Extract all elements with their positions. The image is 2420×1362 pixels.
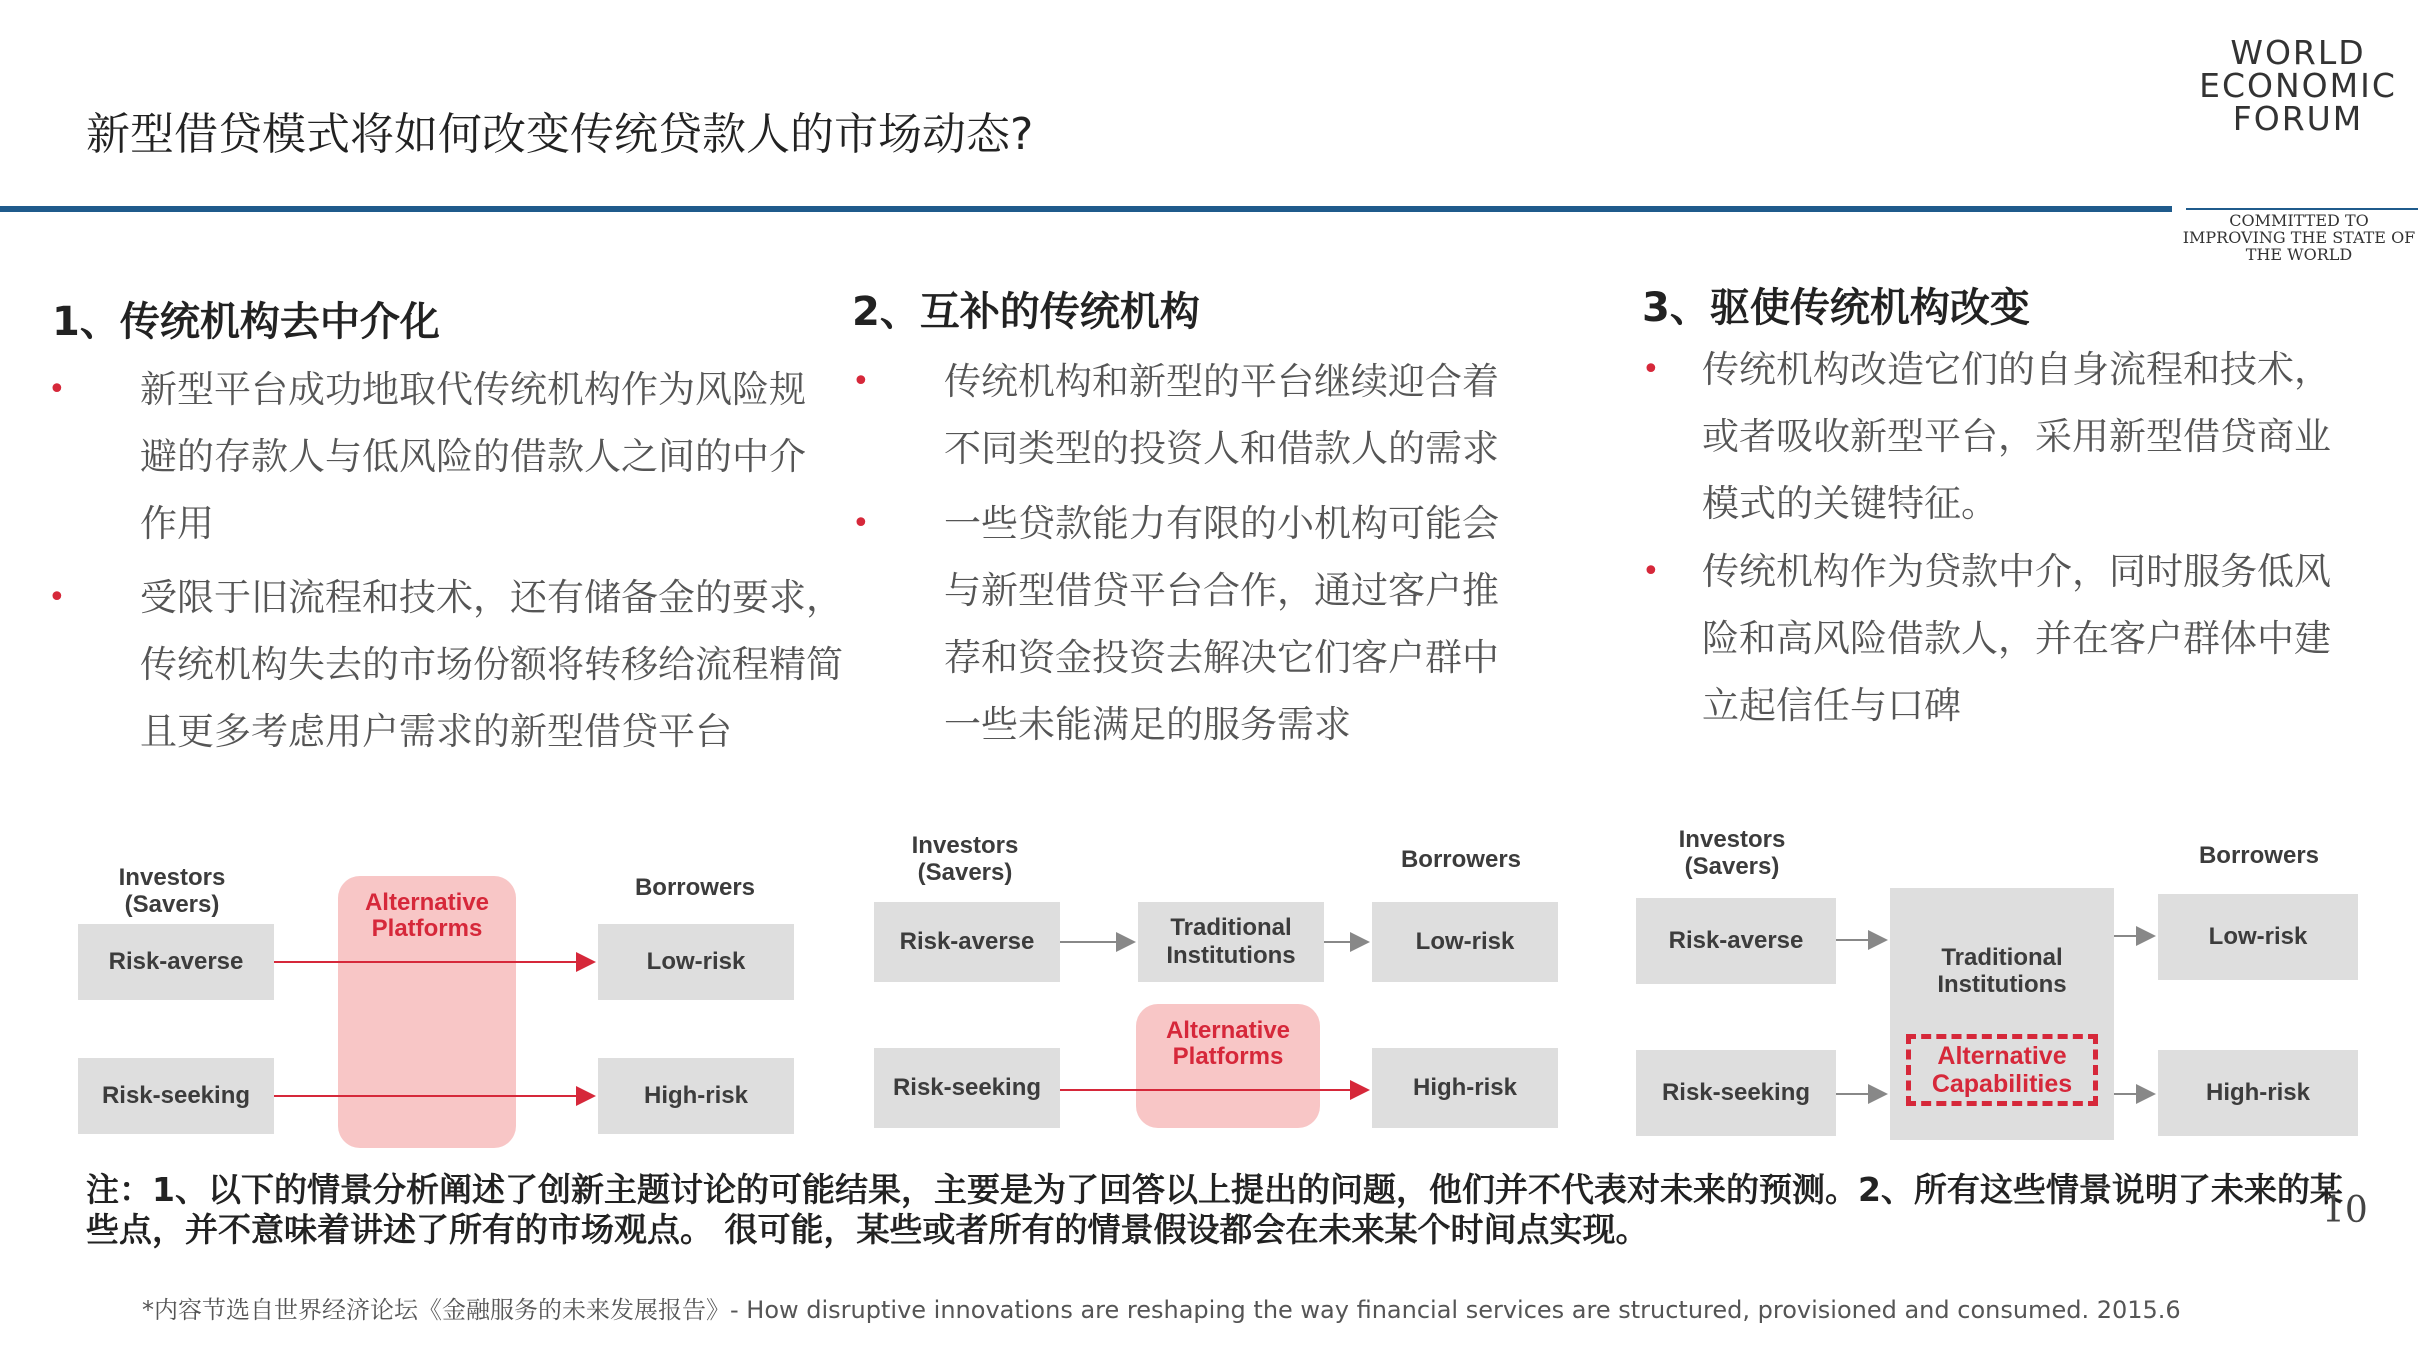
diagram2-risk-seeking: Risk-seeking xyxy=(874,1048,1060,1128)
diagram3-risk-seeking: Risk-seeking xyxy=(1636,1050,1836,1136)
logo-tagline: COMMITTED TO IMPROVING THE STATE OF THE WORLD xyxy=(2182,211,2416,264)
diagram2-traditional: Traditional Institutions xyxy=(1138,902,1324,982)
bullet-dot: • xyxy=(48,580,66,615)
diagram3-low-risk: Low-risk xyxy=(2158,894,2358,980)
diagram2-risk-averse: Risk-averse xyxy=(874,902,1060,982)
diagram3-investors-label: Investors (Savers) xyxy=(1678,826,1786,880)
diagram2-alt-platforms: Alternative Platforms xyxy=(1136,1004,1320,1128)
diagram3-alt-capabilities: Alternative Capabilities xyxy=(1906,1034,2098,1106)
diagram3-high-risk: High-risk xyxy=(2158,1050,2358,1136)
diagram1-high-risk: High-risk xyxy=(598,1058,794,1134)
page-title: 新型借贷模式将如何改变传统贷款人的市场动态? xyxy=(86,109,1034,160)
bullet-dot: • xyxy=(852,364,870,399)
logo-line1: WORLD xyxy=(2230,33,2366,72)
bullet-dot: • xyxy=(48,372,66,407)
diagram3-traditional: Traditional Institutions xyxy=(1937,944,2067,998)
page-number: 10 xyxy=(2322,1190,2368,1231)
diagram3-risk-averse: Risk-averse xyxy=(1636,898,1836,984)
column2-heading: 2、互补的传统机构 xyxy=(852,289,1200,335)
diagram1-low-risk: Low-risk xyxy=(598,924,794,1000)
column3-bullet1: 传统机构改造它们的自身流程和技术，或者吸收新型平台，采用新型借贷商业模式的关键特征。 xyxy=(1702,348,2331,525)
diagram2-low-risk: Low-risk xyxy=(1372,902,1558,982)
bullet-dot: • xyxy=(1642,352,1660,387)
diagram1-borrowers-label: Borrowers xyxy=(634,874,756,901)
column1-bullet1: 新型平台成功地取代传统机构作为风险规避的存款人与低风险的借款人之间的中介作用 xyxy=(140,368,806,545)
column1-heading: 1、传统机构去中介化 xyxy=(52,299,440,345)
diagram3-borrowers-label: Borrowers xyxy=(2198,842,2320,869)
column2-bullet1: 传统机构和新型的平台继续迎合着不同类型的投资人和借款人的需求 xyxy=(944,360,1499,470)
column3-bullet2: 传统机构作为贷款中介，同时服务低风险和高风险借款人，并在客户群体中建立起信任与口碑 xyxy=(1702,550,2331,727)
bullet-dot: • xyxy=(1642,554,1660,589)
diagram2-borrowers-label: Borrowers xyxy=(1400,846,1522,873)
bullet-dot: • xyxy=(852,506,870,541)
logo-line3: FORUM xyxy=(2232,99,2364,138)
column2-bullet2: 一些贷款能力有限的小机构可能会与新型借贷平台合作，通过客户推荐和资金投资去解决它们客户群中一些未能满足的服务需求 xyxy=(944,502,1499,746)
diagram1-alt-platforms: Alternative Platforms xyxy=(338,876,516,1148)
diagram1-investors-label: Investors (Savers) xyxy=(118,864,226,918)
diagram1-risk-seeking: Risk-seeking xyxy=(78,1058,274,1134)
diagram2-high-risk: High-risk xyxy=(1372,1048,1558,1128)
diagram1-risk-averse: Risk-averse xyxy=(78,924,274,1000)
logo-line2: ECONOMIC xyxy=(2199,66,2397,105)
column3-heading: 3、驱使传统机构改变 xyxy=(1642,285,2030,331)
footer-source: *内容节选自世界经济论坛《金融服务的未来发展报告》- How disruptive innovations are reshaping the way financial services are structured, provisioned and consumed. 2015.6 xyxy=(142,1296,2181,1324)
diagram2-investors-label: Investors (Savers) xyxy=(911,832,1019,886)
column1-bullet2: 受限于旧流程和技术，还有储备金的要求，传统机构失去的市场份额将转移给流程精简且更多考虑用户需求的新型借贷平台 xyxy=(140,576,843,753)
note-text: 注：1、以下的情景分析阐述了创新主题讨论的可能结果，主要是为了回答以上提出的问题，他们并不代表对未来的预测。2、所有这些情景说明了未来的某些点，并不意味着讲述了所有的市场观点。 很可能，某些或者所有的情景假设都会在未来某个时间点实现。 xyxy=(86,1170,2343,1249)
